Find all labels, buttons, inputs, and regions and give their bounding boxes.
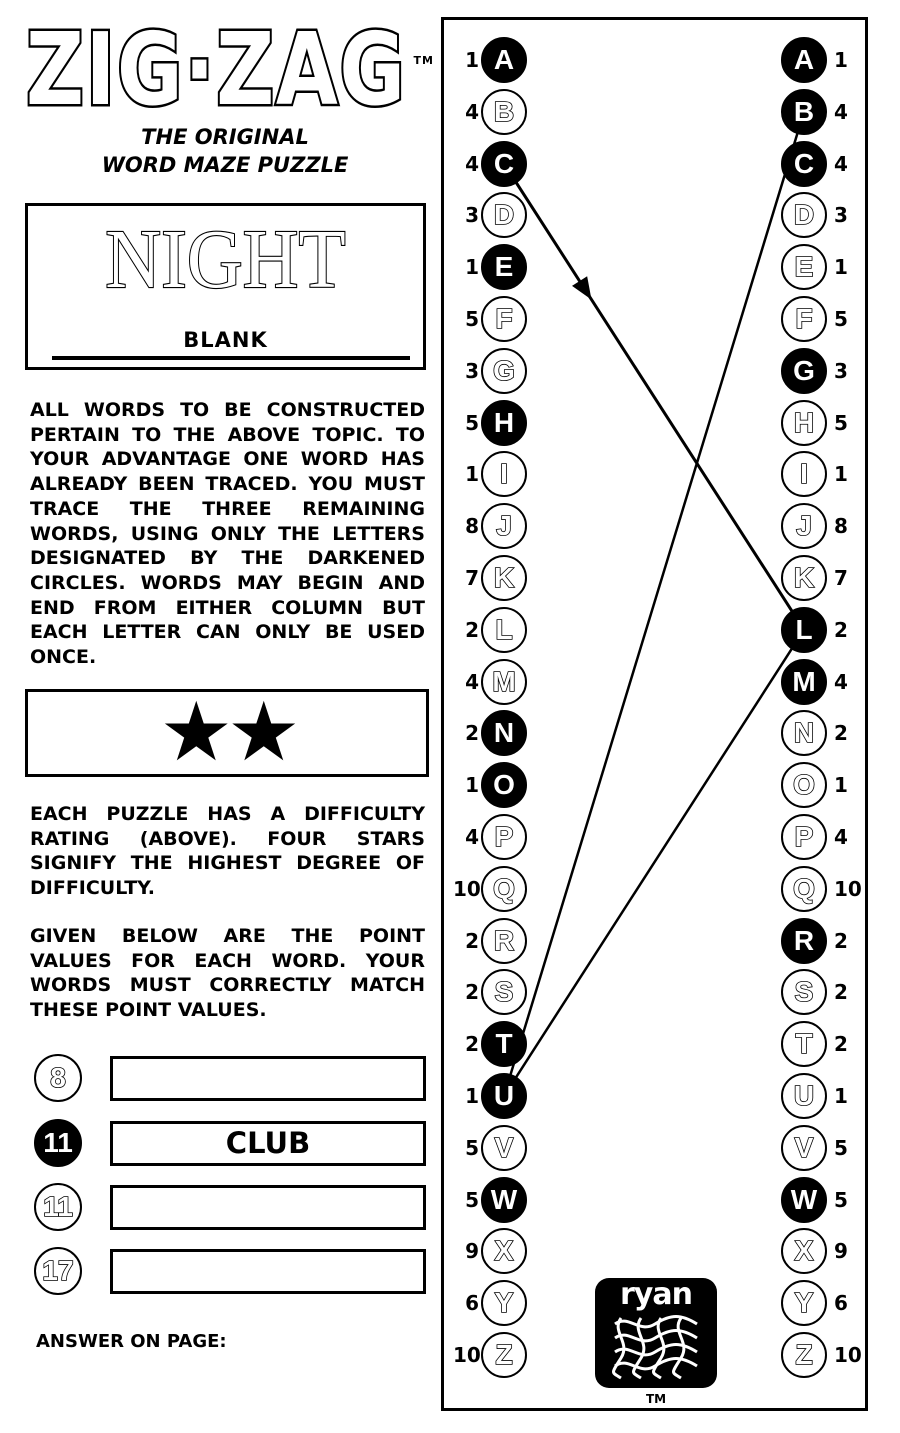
left-letter-j[interactable]: J [481,503,527,549]
left-points-j: 8 [465,514,479,539]
right-points-b: 4 [834,99,848,124]
path-segment [504,164,804,630]
right-letter-d[interactable]: D [781,192,827,238]
right-letter-r[interactable]: R [781,918,827,964]
left-letter-b[interactable]: B [481,89,527,135]
right-points-x: 9 [834,1239,848,1264]
left-points-l: 2 [465,617,479,642]
left-letter-v[interactable]: V [481,1125,527,1171]
right-letter-n[interactable]: N [781,710,827,756]
left-letter-f[interactable]: F [481,296,527,342]
right-points-p: 4 [834,825,848,849]
instruction-line: ALREADY BEEN TRACED. YOU MUST [30,473,425,496]
instruction-line: DESIGNATED BY THE DARKENED [30,547,425,570]
word-points-circle: 8 [34,1054,82,1102]
instruction-line: WORDS, USING ONLY THE LETTERS [30,522,425,545]
right-points-d: 3 [834,203,848,228]
right-points-q: 10 [834,876,862,901]
right-letter-a[interactable]: A [781,37,827,83]
left-points-f: 5 [465,307,479,331]
difficulty-text-line: SIGNIFY THE HIGHEST DEGREE OF [30,852,425,875]
right-points-o: 1 [834,773,848,798]
left-letter-c[interactable]: C [481,141,527,187]
left-letter-h[interactable]: H [481,400,527,446]
point-values-line: VALUES FOR EACH WORD. YOUR [30,949,425,972]
right-letter-o[interactable]: O [781,762,827,808]
instruction-line: EACH LETTER CAN ONLY BE USED [30,621,425,644]
direction-arrow-icon [572,276,599,304]
right-letter-v[interactable]: V [781,1125,827,1171]
left-letter-q[interactable]: Q [481,866,527,912]
difficulty-text-line: RATING (ABOVE). FOUR STARS [30,827,425,850]
path-segment [504,630,804,1096]
left-letter-s[interactable]: S [481,969,527,1015]
instruction-line: PERTAIN TO THE ABOVE TOPIC. TO [30,423,425,446]
left-points-z: 10 [453,1343,481,1367]
right-letter-u[interactable]: U [781,1073,827,1119]
star-icon: ★ [159,685,227,780]
left-letter-o[interactable]: O [481,762,527,808]
left-points-t: 2 [465,1032,479,1057]
right-letter-c[interactable]: C [781,141,827,187]
left-points-q: 10 [453,876,481,901]
right-points-g: 3 [834,358,848,383]
left-points-e: 1 [465,255,479,280]
instruction-line: ALL WORDS TO BE CONSTRUCTED [30,399,425,421]
left-points-m: 4 [465,669,479,694]
difficulty-text-line: DIFFICULTY. [30,877,155,900]
instruction-line: TRACE THE THREE REMAINING [30,497,425,520]
right-points-k: 7 [834,566,848,590]
answer-on-page-label: ANSWER ON PAGE: [36,1331,227,1352]
left-letter-g[interactable]: G [481,348,527,394]
left-points-k: 7 [465,566,479,590]
right-points-e: 1 [834,255,848,280]
ryan-logo-badge [595,1278,717,1388]
subtitle-line-1: THE ORIGINAL [141,125,309,149]
left-letter-r[interactable]: R [481,918,527,964]
instruction-line: YOUR ADVANTAGE ONE WORD HAS [30,448,425,471]
left-letter-x[interactable]: X [481,1228,527,1274]
right-points-n: 2 [834,721,848,746]
right-letter-t[interactable]: T [781,1021,827,1067]
right-points-l: 2 [834,617,848,642]
left-letter-t[interactable]: T [481,1021,527,1067]
left-points-r: 2 [465,928,479,953]
right-letter-p[interactable]: P [781,814,827,860]
left-points-x: 9 [465,1239,479,1264]
subtitle-line-2: WORD MAZE PUZZLE [101,153,349,177]
path-segment [504,112,804,1096]
left-letter-a[interactable]: A [481,37,527,83]
ryan-logo-text: ryan [620,1277,692,1312]
right-points-t: 2 [834,1032,848,1057]
right-letter-x[interactable]: X [781,1228,827,1274]
left-letter-n[interactable]: N [481,710,527,756]
left-points-v: 5 [465,1135,479,1160]
right-letter-j[interactable]: J [781,503,827,549]
left-points-b: 4 [465,99,479,124]
right-letter-l[interactable]: L [781,607,827,653]
star-icon: ★ [227,685,295,780]
right-letter-q[interactable]: Q [781,866,827,912]
right-letter-g[interactable]: G [781,348,827,394]
left-letter-e[interactable]: E [481,244,527,290]
right-points-v: 5 [834,1135,848,1160]
right-letter-y[interactable]: Y [781,1280,827,1326]
right-points-w: 5 [834,1187,848,1212]
right-points-u: 1 [834,1084,848,1108]
right-letter-w[interactable]: W [781,1177,827,1223]
word-points-circle: 11 [34,1119,82,1167]
celtic-knot-icon [609,1312,703,1382]
left-letter-u[interactable]: U [481,1073,527,1119]
left-letter-w[interactable]: W [481,1177,527,1223]
point-values-line: GIVEN BELOW ARE THE POINT [30,925,425,947]
right-points-f: 5 [834,307,848,331]
right-letter-z[interactable]: Z [781,1332,827,1378]
left-letter-d[interactable]: D [481,192,527,238]
right-letter-b[interactable]: B [781,89,827,135]
topic-word: NIGHT [105,213,346,306]
right-points-s: 2 [834,980,848,1005]
ryan-trademark: TM [646,1392,667,1406]
left-points-w: 5 [465,1187,479,1212]
left-letter-p[interactable]: P [481,814,527,860]
right-letter-k[interactable]: K [781,555,827,601]
left-points-c: 4 [465,151,479,176]
right-points-j: 8 [834,514,848,539]
right-letter-e[interactable]: E [781,244,827,290]
left-points-p: 4 [465,825,479,849]
right-points-h: 5 [834,410,848,435]
left-letter-l[interactable]: L [481,607,527,653]
word-answer-box[interactable]: CLUB [110,1121,426,1166]
left-points-a: 1 [465,48,479,72]
left-points-d: 3 [465,203,479,228]
right-points-a: 1 [834,48,848,72]
logo-trademark: TM [413,54,434,67]
left-letter-k[interactable]: K [481,555,527,601]
left-points-o: 1 [465,773,479,798]
right-letter-s[interactable]: S [781,969,827,1015]
left-letter-y[interactable]: Y [481,1280,527,1326]
left-letter-i[interactable]: I [481,451,527,497]
right-points-c: 4 [834,151,848,176]
right-points-y: 6 [834,1291,848,1316]
instruction-line: END FROM EITHER COLUMN BUT [30,596,425,619]
left-points-i: 1 [465,462,479,487]
word-points-circle: 17 [34,1247,82,1295]
word-points-circle: 11 [34,1183,82,1231]
instruction-line: CIRCLES. WORDS MAY BEGIN AND [30,571,425,594]
point-values-line: THESE POINT VALUES. [30,999,267,1022]
left-points-y: 6 [465,1291,479,1316]
right-points-z: 10 [834,1343,862,1367]
topic-label: BLANK [183,328,268,352]
instruction-line: ONCE. [30,646,97,669]
left-points-h: 5 [465,410,479,435]
left-points-n: 2 [465,721,479,746]
left-letter-m[interactable]: M [481,659,527,705]
logo-text: ZIG·ZAG [26,11,407,128]
right-letter-m[interactable]: M [781,659,827,705]
left-points-u: 1 [465,1084,479,1108]
right-points-m: 4 [834,669,848,694]
point-values-line: WORDS MUST CORRECTLY MATCH [30,974,425,997]
right-points-i: 1 [834,462,848,487]
right-points-r: 2 [834,928,848,953]
left-letter-z[interactable]: Z [481,1332,527,1378]
left-points-s: 2 [465,980,479,1005]
right-letter-h[interactable]: H [781,400,827,446]
right-letter-f[interactable]: F [781,296,827,342]
difficulty-text-line: EACH PUZZLE HAS A DIFFICULTY [30,803,425,825]
left-points-g: 3 [465,358,479,383]
right-letter-i[interactable]: I [781,451,827,497]
